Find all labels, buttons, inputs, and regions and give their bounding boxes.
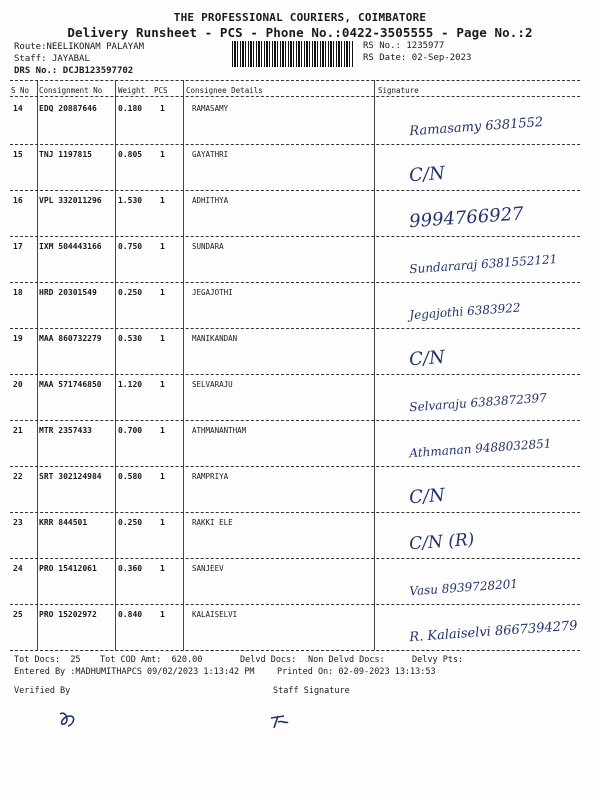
table-top-rule (10, 80, 580, 81)
row-separator (10, 604, 580, 605)
table-row (0, 196, 600, 242)
row-consignee: RAMASAMY (192, 104, 229, 113)
row-signature-text: C/N (408, 162, 446, 187)
row-separator (10, 512, 580, 513)
tot-cod (100, 655, 202, 665)
row-signature-text: R. Kalaiselvi 8667394279 (408, 618, 578, 646)
printed-on: Printed On: 02-09-2023 13:13:53 (277, 667, 436, 677)
table-row (0, 564, 600, 610)
row-signature-text: Vasu 8939728201 (408, 576, 519, 599)
row-pcs: 1 (160, 104, 165, 113)
rs-no-line (363, 41, 444, 51)
row-signature (395, 424, 575, 466)
table-row (0, 150, 600, 196)
tot-cod-value: 620.00 (171, 655, 203, 665)
row-sno: 16 (13, 196, 23, 205)
rs-date-label: RS Date: (363, 53, 407, 63)
table-row (0, 426, 600, 472)
row-weight: 0.530 (118, 334, 143, 343)
row-weight: 0.805 (118, 150, 143, 159)
row-sno: 20 (13, 380, 23, 389)
row-signature (395, 332, 575, 374)
row-separator (10, 190, 580, 191)
row-signature (395, 148, 575, 190)
document-subtitle: Delivery Runsheet - PCS - Phone No.:0422-3505555 - Page No.:2 (67, 25, 533, 40)
row-consignment-no: IXM 504443166 (39, 242, 102, 251)
row-pcs: 1 (160, 610, 165, 619)
delvy-pts-label: Delvy Pts: (412, 655, 464, 665)
row-separator (10, 144, 580, 145)
row-separator (10, 236, 580, 237)
drs-value: DCJB123597702 (62, 66, 134, 76)
row-signature (395, 562, 575, 604)
rs-date-line (363, 53, 471, 63)
row-consignment-no: MAA 571746850 (39, 380, 102, 389)
row-pcs: 1 (160, 288, 165, 297)
table-row (0, 518, 600, 564)
entered-by: Entered By :MADHUMITHAPCS 09/02/2023 1:13:42 PM (14, 667, 255, 677)
table-row (0, 242, 600, 288)
row-weight: 0.580 (118, 472, 143, 481)
rs-no-label: RS No.: (363, 41, 401, 51)
row-signature-text: Athmanan 9488032851 (408, 436, 552, 461)
tot-cod-label: Tot COD Amt: (100, 655, 162, 665)
verified-signature-mark (56, 708, 80, 730)
row-consignee: ATHMANANTHAM (192, 426, 247, 435)
row-consignee: ADHITHYA (192, 196, 229, 205)
tot-docs-value: 25 (70, 655, 81, 665)
staff-value: JAYABAL (51, 54, 90, 64)
row-signature-text: Jegajothi 6383922 (408, 300, 521, 323)
row-pcs: 1 (160, 196, 165, 205)
verified-by-label: Verified By (14, 686, 71, 696)
row-consignee: MANIKANDAN (192, 334, 238, 343)
staff-label: Staff: (14, 54, 47, 64)
row-sno: 23 (13, 518, 23, 527)
row-consignee: KALAISELVI (192, 610, 238, 619)
row-sno: 25 (13, 610, 23, 619)
staff-signature-mark (268, 710, 292, 732)
barcode (232, 41, 354, 67)
row-weight: 0.250 (118, 518, 143, 527)
row-signature (395, 378, 575, 420)
drs-label: DRS No.: (14, 66, 58, 76)
non-delvd-docs-label: Non Delvd Docs: (308, 655, 385, 665)
drs-line (14, 66, 133, 76)
table-header-rule (10, 96, 580, 97)
row-consignment-no: SRT 302124984 (39, 472, 102, 481)
row-weight: 0.750 (118, 242, 143, 251)
row-signature (395, 102, 575, 144)
row-consignee: RAMPRIYA (192, 472, 229, 481)
row-sno: 15 (13, 150, 23, 159)
row-pcs: 1 (160, 150, 165, 159)
row-signature-text: C/N (408, 346, 446, 371)
row-signature (395, 608, 578, 650)
row-consignment-no: MAA 860732279 (39, 334, 102, 343)
row-separator (10, 420, 580, 421)
row-consignment-no: TNJ 1197815 (39, 150, 92, 159)
row-consignee: RAKKI ELE (192, 518, 233, 527)
delvd-docs-label: Delvd Docs: (240, 655, 297, 665)
row-weight: 0.180 (118, 104, 143, 113)
row-separator (10, 466, 580, 467)
row-signature-text: Sundararaj 6381552121 (408, 251, 558, 277)
column-header-sno: S No (11, 86, 30, 95)
row-signature (395, 240, 575, 282)
staff-signature-label: Staff Signature (273, 686, 350, 696)
row-weight: 0.250 (118, 288, 143, 297)
row-consignment-no: MTR 2357433 (39, 426, 92, 435)
row-separator (10, 282, 580, 283)
document-title: THE PROFESSIONAL COURIERS, COIMBATORE (173, 11, 427, 24)
row-signature-text: C/N (R) (408, 529, 475, 555)
rs-date-value: 02-Sep-2023 (411, 53, 472, 63)
table-row (0, 288, 600, 334)
table-row (0, 334, 600, 380)
tot-docs (14, 655, 81, 665)
row-pcs: 1 (160, 426, 165, 435)
row-consignee: SUNDARA (192, 242, 224, 251)
row-signature-text: Selvaraju 6383872397 (408, 390, 548, 415)
row-signature (395, 286, 575, 328)
row-consignee: JEGAJOTHI (192, 288, 233, 297)
row-consignment-no: KRR 844501 (39, 518, 88, 527)
row-consignment-no: EDQ 20887646 (39, 104, 97, 113)
row-consignment-no: VPL 332011296 (39, 196, 102, 205)
row-signature-text: Ramasamy 6381552 (408, 114, 544, 140)
row-sno: 24 (13, 564, 23, 573)
staff-line (14, 54, 90, 64)
row-weight: 0.840 (118, 610, 143, 619)
row-sno: 21 (13, 426, 23, 435)
row-sno: 14 (13, 104, 23, 113)
row-consignment-no: PRO 15412061 (39, 564, 97, 573)
table-row (0, 104, 600, 150)
row-pcs: 1 (160, 242, 165, 251)
column-header-consignment: Consignment No (39, 86, 103, 95)
route-line (14, 42, 144, 52)
table-bottom-rule (10, 650, 580, 651)
row-pcs: 1 (160, 564, 165, 573)
row-signature-text: C/N (408, 484, 446, 509)
table-row (0, 472, 600, 518)
row-consignee: SELVARAJU (192, 380, 233, 389)
row-separator (10, 374, 580, 375)
row-pcs: 1 (160, 334, 165, 343)
rs-no-value: 1235977 (406, 41, 445, 51)
row-signature-text: 9994766927 (408, 203, 525, 233)
row-signature (395, 194, 575, 236)
row-pcs: 1 (160, 518, 165, 527)
row-signature (395, 516, 575, 558)
row-signature (395, 470, 575, 512)
row-consignment-no: HRD 20301549 (39, 288, 97, 297)
row-separator (10, 328, 580, 329)
row-weight: 1.120 (118, 380, 143, 389)
route-value: NEELIKONAM PALAYAM (46, 42, 145, 52)
column-header-weight: Weight (118, 86, 146, 95)
row-weight: 0.360 (118, 564, 143, 573)
row-consignee: GAYATHRI (192, 150, 229, 159)
row-consignee: SANJEEV (192, 564, 224, 573)
column-header-pcs: PCS (154, 86, 168, 95)
row-weight: 0.700 (118, 426, 143, 435)
row-sno: 18 (13, 288, 23, 297)
row-sno: 19 (13, 334, 23, 343)
table-row (0, 380, 600, 426)
row-pcs: 1 (160, 380, 165, 389)
row-pcs: 1 (160, 472, 165, 481)
tot-docs-label: Tot Docs: (14, 655, 61, 665)
route-label: Route: (14, 42, 47, 52)
row-consignment-no: PRO 15202972 (39, 610, 97, 619)
column-header-signature: Signature (378, 86, 419, 95)
row-sno: 22 (13, 472, 23, 481)
row-separator (10, 558, 580, 559)
column-header-consignee: Consignee Details (186, 86, 263, 95)
row-weight: 1.530 (118, 196, 143, 205)
row-sno: 17 (13, 242, 23, 251)
